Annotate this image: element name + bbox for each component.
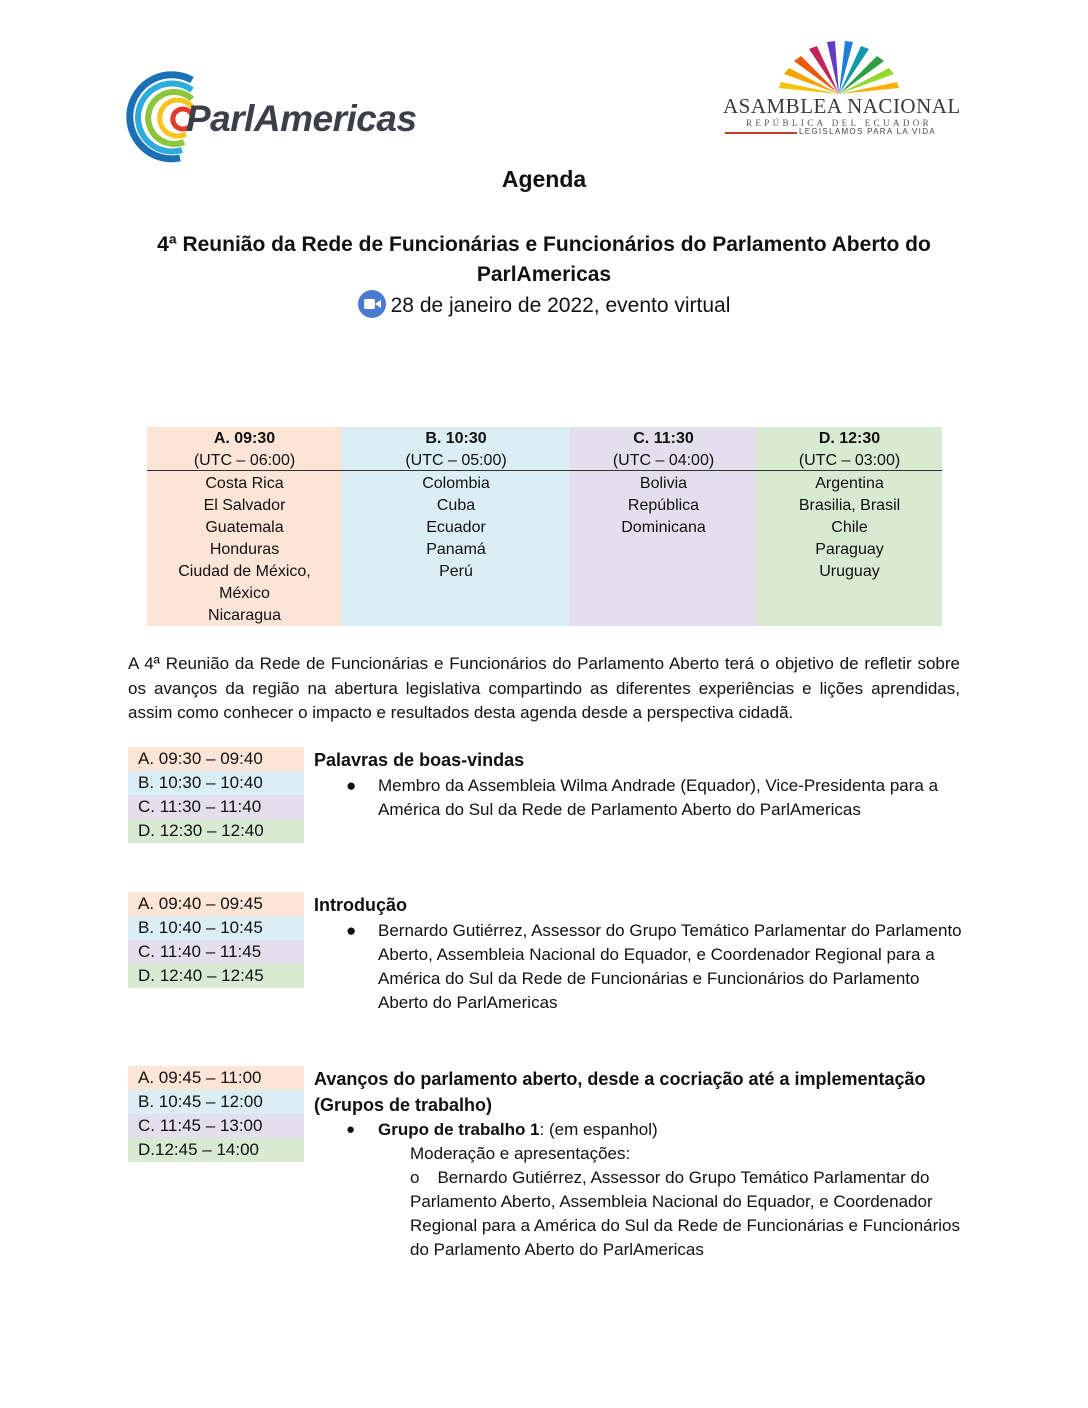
parlamericas-wordmark: ParlAmericas [186,98,417,139]
timezone-countries [342,471,570,583]
time-slot: B. 10:45 – 12:00 [128,1090,304,1114]
time-slot: B. 10:40 – 10:45 [128,916,304,940]
time-slot: A. 09:40 – 09:45 [128,892,304,916]
timezone-time: B. 10:30 [425,430,487,447]
country: Perú [439,563,473,580]
asamblea-nacional-logo [715,38,960,143]
asamblea-name: ASAMBLEA NACIONAL [723,94,961,118]
country: Ecuador [426,519,486,536]
timezone-utc: (UTC – 04:00) [612,452,715,469]
working-group [378,1118,978,1142]
country: Dominicana [621,519,706,536]
country: México [219,585,270,602]
timezone-column-b [342,427,570,626]
timezone-time: D. 12:30 [818,430,881,447]
timezone-time: C. 11:30 [633,430,694,447]
timezone-countries [757,471,942,583]
country: Guatemala [205,519,284,536]
event-date-text: 28 de janeiro de 2022, evento virtual [390,294,731,317]
time-slot: A. 09:45 – 11:00 [128,1066,304,1090]
timezone-column-d [757,427,942,626]
timezone-utc: (UTC – 05:00) [405,452,507,469]
country: Bolivia [639,475,688,492]
timezone-time: A. 09:30 [213,430,276,447]
session-title-line: (Grupos de trabalho) [314,1095,493,1115]
video-camera-icon [358,290,386,318]
sub-bullet-icon: o [410,1168,420,1187]
time-slot: C. 11:45 – 13:00 [128,1114,304,1138]
moderator-text: Bernardo Gutiérrez, Assessor do Grupo Temático Parlamentar do Parlamento Aberto, Assembleia Nacional do Equador, e Coordenador Regional para a América do Sul da Rede de Funcionárias e Funcionários do Parlamento Aberto do ParlAmericas [410,1168,960,1259]
logo-rule [725,132,797,134]
working-group-label: Grupo de trabalho 1 [378,1120,540,1139]
country: Ciudad de México, [178,563,311,580]
country: Panamá [426,541,486,558]
timezone-countries [147,471,342,627]
asamblea-tagline: LEGISLAMOS PARA LA VIDA [799,127,936,136]
time-slot: C. 11:40 – 11:45 [128,940,304,964]
agenda-heading: Agenda [501,166,587,192]
country: Brasilia, Brasil [798,497,901,514]
moderator-entry [410,1166,980,1262]
timezone-utc: (UTC – 06:00) [193,452,296,469]
timezone-column-c [570,427,757,626]
country: República [627,497,700,514]
sun-rays-icon [715,38,960,98]
session-title: Palavras de boas-vindas [314,750,525,770]
working-group-language: : (em espanhol) [539,1120,658,1139]
asamblea-subtitle: REPÚBLICA DEL ECUADOR [745,118,933,128]
country: El Salvador [203,497,286,514]
country: Colombia [422,475,490,492]
parlamericas-logo [120,70,440,165]
country: Paraguay [815,541,884,558]
timezone-countries [570,471,757,539]
time-slot: B. 10:30 – 10:40 [128,771,304,795]
time-slot: D. 12:30 – 12:40 [128,819,304,843]
time-slot: A. 09:30 – 09:40 [128,747,304,771]
session-times [128,1066,304,1162]
bullet-icon: ● [346,921,357,940]
country: Cuba [436,497,476,514]
country: Costa Rica [205,475,284,492]
intro-paragraph: A 4ª Reunião da Rede de Funcionárias e Funcionários do Parlamento Aberto terá o objetivo de refletir sobre os avanços da região na abertura legislativa compartindo as diferentes experiências e lições aprendidas, assim como conhecer o impacto e resultados desta agenda desde a perspectiva cidadã. [128,654,960,722]
country: Argentina [815,475,884,492]
session-speaker: Membro da Assembleia Wilma Andrade (Equador), Vice-Presidenta para a América do Sul da Rede de Parlamento Aberto do ParlAmericas [378,776,939,819]
bullet-icon: ● [346,1121,356,1138]
country: Chile [831,519,868,536]
country: Nicaragua [208,607,281,624]
session-title [314,1066,964,1118]
time-slot: C. 11:30 – 11:40 [128,795,304,819]
session-title: Introdução [314,895,407,915]
event-title: 4ª Reunião da Rede de Funcionárias e Funcionários do Parlamento Aberto do ParlAmericas [157,233,931,286]
country: Uruguay [819,563,880,580]
session-title-line: Avanços do parlamento aberto, desde a cocriação até a implementação [314,1069,926,1089]
session-speaker: Bernardo Gutiérrez, Assessor do Grupo Temático Parlamentar do Parlamento Aberto, Assembleia Nacional do Equador, e Coordenador Regional para a América do Sul da Rede de Funcionárias e Funcionários do Parlamento Aberto do ParlAmericas [378,921,962,1012]
country: Honduras [209,541,280,558]
time-slot: D. 12:40 – 12:45 [128,964,304,988]
time-slot: D.12:45 – 14:00 [128,1138,304,1162]
bullet-icon: ● [346,776,357,795]
timezone-column-a [147,427,342,626]
session-times [128,892,304,988]
table-header-rule [147,470,942,471]
timezone-utc: (UTC – 03:00) [798,452,901,469]
moderation-label: Moderação e apresentações: [410,1144,631,1163]
timezone-table [147,427,942,626]
session-times [128,747,304,843]
event-date [0,290,1088,320]
